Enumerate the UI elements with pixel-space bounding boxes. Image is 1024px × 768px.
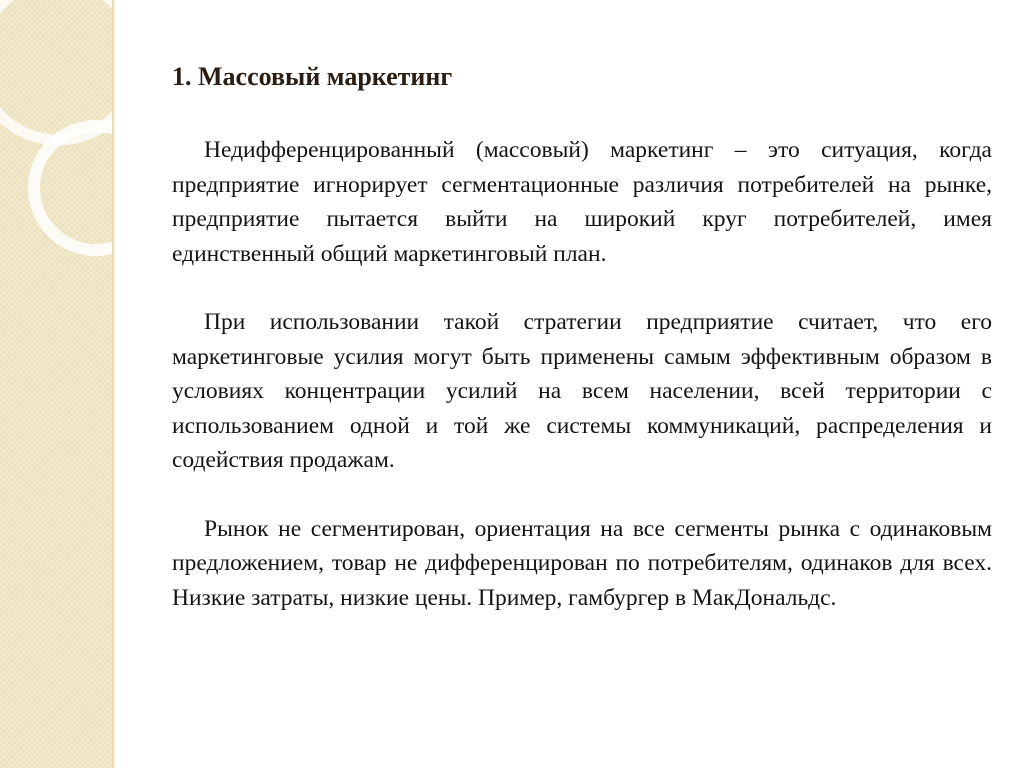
side-panel-divider bbox=[112, 0, 115, 768]
paragraph-strategy: При использовании такой стратегии предприятие считает, что его маркетинговые усилия могут быть применены самым эффективным образом в условиях концентрации усилий на всем населении, всей территории с использованием одной и той же системы коммуникаций, распределения и содействия продажам. bbox=[172, 309, 992, 473]
decorative-ring-small bbox=[34, 126, 112, 250]
decorative-ring-large bbox=[0, 0, 112, 140]
slide-content bbox=[172, 60, 992, 740]
decorative-rings bbox=[0, 0, 112, 768]
paragraph-definition: Недифференцированный (массовый) маркетинг – это ситуация, когда предприятие игнорирует сегментационные различия потребителей на рынке, предприятие пытается выйти на широкий круг потребителей, имея единственный общий маркетинговый план. bbox=[172, 137, 992, 267]
slide-title: 1. Массовый маркетинг bbox=[172, 62, 453, 91]
decorative-side-panel bbox=[0, 0, 112, 768]
paragraph-example: Рынок не сегментирован, ориентация на все сегменты рынка с одинаковым предложением, товар не дифференцирован по потребителям, одинаков для всех. Низкие затраты, низкие цены. Пример, гамбургер в МакДональдс. bbox=[172, 515, 992, 611]
